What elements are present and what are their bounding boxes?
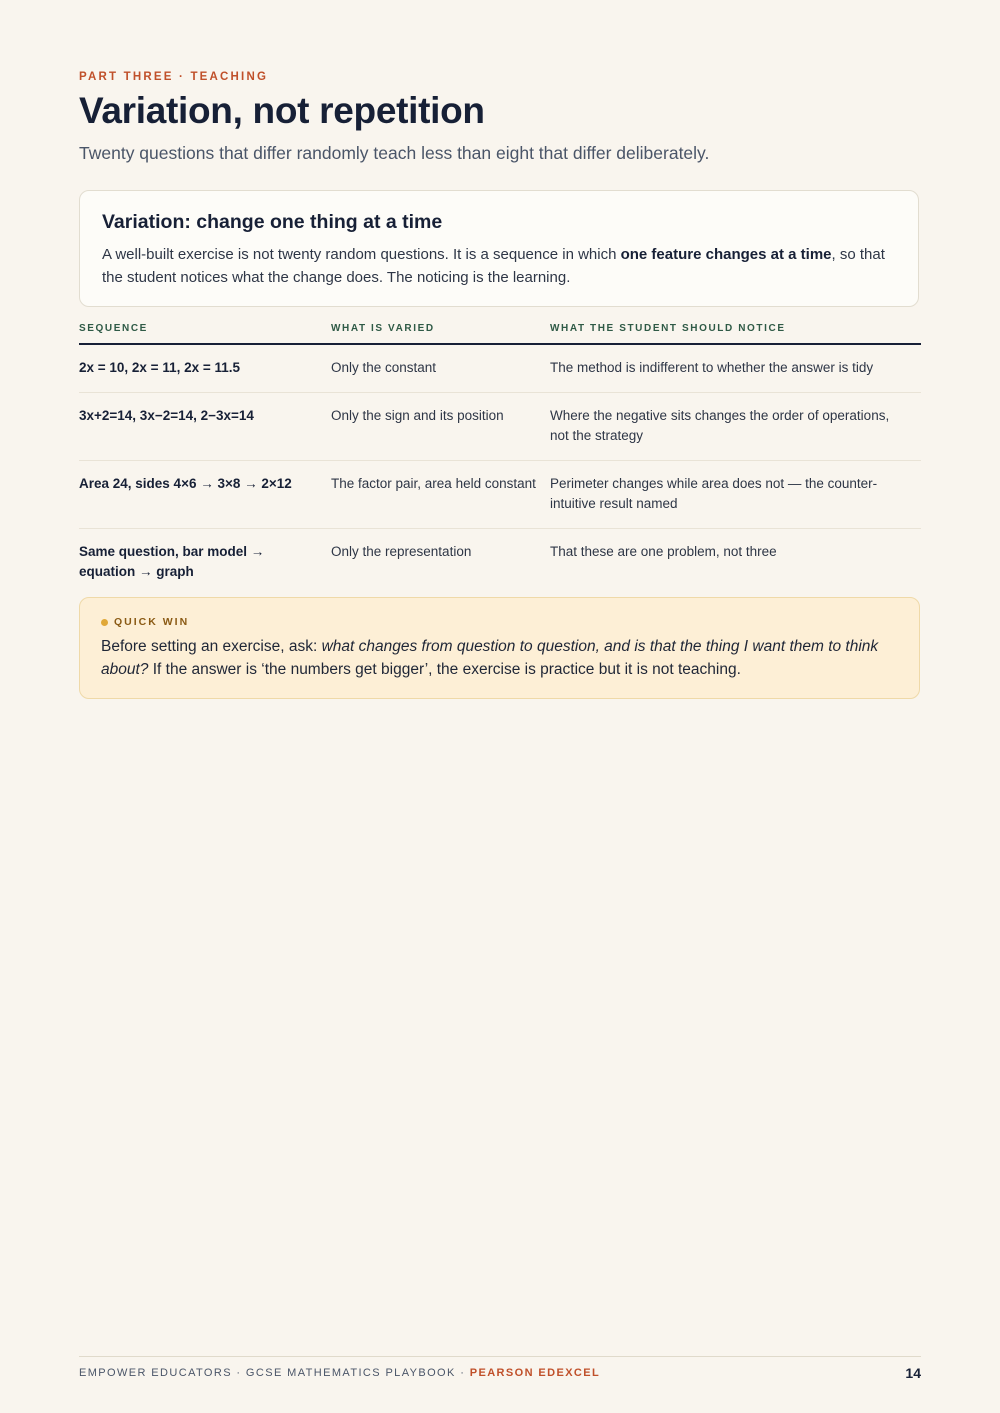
varied-cell: Only the representation [331,544,472,559]
table-row [79,461,921,529]
table-row [79,529,921,597]
page-number: 14 [905,1365,921,1381]
notice-cell: That these are one problem, not three [550,544,777,559]
quick-win-text-end: If the answer is ‘the numbers get bigger’, the exercise is practice but it is not teaching. [148,661,741,678]
column-header-sequence: SEQUENCE [79,318,331,344]
page-title: Variation, not repetition [79,90,485,131]
sequence-cell: Same question, bar model → equation → graph [79,544,265,579]
table-row [79,393,921,461]
bullet-dot-icon [101,619,108,626]
sequence-cell: Area 24, sides 4×6 → 3×8 → 2×12 [79,461,331,529]
varied-cell: The factor pair, area held constant [331,461,550,529]
callout-text-start: A well-built exercise is not twenty random questions. It is a sequence in which [102,246,621,263]
footer-series: EMPOWER EDUCATORS · GCSE MATHEMATICS PLAYBOOK · [79,1367,470,1379]
table-row [79,344,921,393]
footer-brand: PEARSON EDEXCEL [469,1367,601,1379]
table-header-row [79,318,921,344]
notice-cell: The method is indifferent to whether the answer is tidy [550,344,921,393]
quick-win-label [101,616,898,628]
notice-cell: Where the negative sits changes the order of operations, not the strategy [550,393,921,461]
callout-text [102,243,896,289]
quick-win-text [101,635,898,681]
quick-win-question: what changes from question to question, and is that the thing I want them to think about? [101,638,879,678]
callout-text-end: , so that the student notices what the change does. The noticing is the learning. [102,246,885,286]
page-subtitle: Twenty questions that differ randomly teach less than eight that differ deliberately. [79,143,710,163]
notice-cell: Perimeter changes while area does not — the counter-intuitive result named [550,461,921,529]
varied-cell: Only the constant [331,344,550,393]
quick-win-text-start: Before setting an exercise, ask: [101,638,322,655]
varied-cell: Only the sign and its position [331,393,550,461]
column-header-varied: WHAT IS VARIED [331,318,550,344]
column-header-notice: WHAT THE STUDENT SHOULD NOTICE [550,318,921,344]
footer-divider [79,1356,921,1357]
sequence-cell: 3x+2=14, 3x−2=14, 2−3x=14 [79,393,331,461]
variation-table [79,318,921,596]
sequence-cell: 2x = 10, 2x = 11, 2x = 11.5 [79,344,331,393]
callout-text-emphasis: one feature changes at a time [620,246,832,263]
quick-win-label-text: QUICK WIN [114,616,190,628]
definition-callout [79,190,919,307]
footer-publication [79,1367,600,1379]
callout-heading: Variation: change one thing at a time [102,211,443,233]
section-kicker: PART THREE · TEACHING [79,71,269,83]
quick-win-callout [79,597,920,699]
